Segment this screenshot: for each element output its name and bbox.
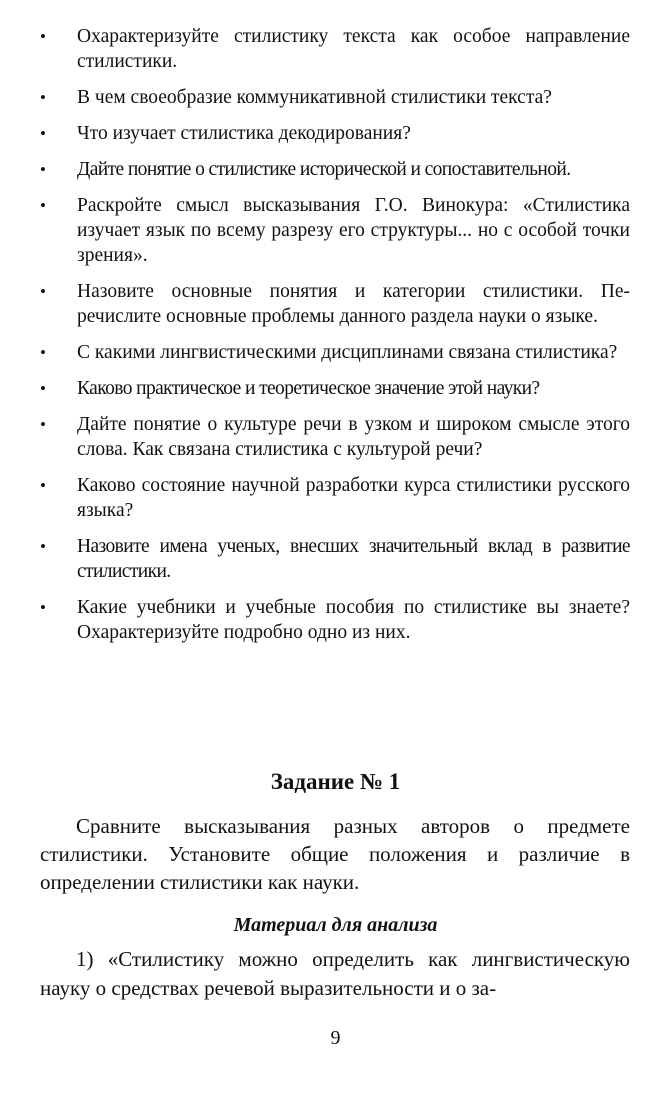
bullet-icon: • (40, 124, 46, 143)
question-text: Что изучает стилистика декодирования? (77, 123, 411, 144)
question-text: Каково состояние научной разработки курса стилистики русского языка? (77, 475, 630, 521)
question-item (40, 412, 630, 462)
question-text: Назовите имена ученых, внесших значительный вклад в развитие стилистики. (77, 536, 630, 582)
task-instructions: Сравните высказывания разных авторов о предмете стилистики. Установите общие положения и различие в определении стилистики как науки. (40, 814, 630, 894)
question-text: Каково практическое и теоретическое значение этой науки? (77, 378, 540, 399)
bullet-icon: • (40, 476, 46, 495)
bullet-icon: • (40, 88, 46, 107)
bullet-icon: • (40, 196, 46, 215)
question-item (40, 279, 630, 329)
bullet-icon: • (40, 537, 46, 556)
question-text: Какие учебники и учебные пособия по стилистике вы знаете? Охарактеризуйте подробно одно из них. (77, 597, 630, 643)
question-text: Назовите основные понятия и категории стилистики. Перечислите основные проблемы данного раздела науки о языке. (77, 281, 630, 327)
bullet-icon: • (40, 343, 46, 362)
question-text: Дайте понятие о культуре речи в узком и широком смысле этого слова. Как связана стилистика с культурой речи? (77, 414, 630, 460)
question-list (40, 24, 630, 656)
question-item (40, 340, 630, 365)
task-heading: Задание № 1 (270, 769, 401, 794)
bullet-icon: • (40, 27, 46, 46)
bullet-icon: • (40, 160, 46, 179)
question-item (40, 24, 630, 74)
question-text: Охарактеризуйте стилистику текста как особое направление стилистики. (77, 26, 630, 72)
bullet-icon: • (40, 379, 46, 398)
question-text: С какими лингвистическими дисциплинами связана стилистика? (77, 342, 618, 363)
question-text: Раскройте смысл высказывания Г.О. Винокура: «Стилистика изучает язык по всему разрезу его структуры... но с особой точки зрения». (77, 195, 630, 266)
question-item (40, 193, 630, 268)
material-heading: Материал для анализа (233, 914, 438, 936)
question-item (40, 121, 630, 146)
question-text: В чем своеобразие коммуникативной стилистики текста? (77, 87, 552, 108)
question-text: Дайте понятие о стилистике исторической и сопоставительной. (77, 159, 571, 180)
question-item (40, 595, 630, 645)
question-item (40, 473, 630, 523)
question-item (40, 534, 630, 584)
bullet-icon: • (40, 415, 46, 434)
question-item (40, 157, 630, 182)
bullet-icon: • (40, 598, 46, 617)
bullet-icon: • (40, 282, 46, 301)
page-number: 9 (330, 1027, 341, 1049)
question-item (40, 376, 630, 401)
quote-paragraph: 1) «Стилистику можно определить как лингвистическую науку о средствах речевой выразительности и о за- (40, 947, 630, 1000)
question-item (40, 85, 630, 110)
